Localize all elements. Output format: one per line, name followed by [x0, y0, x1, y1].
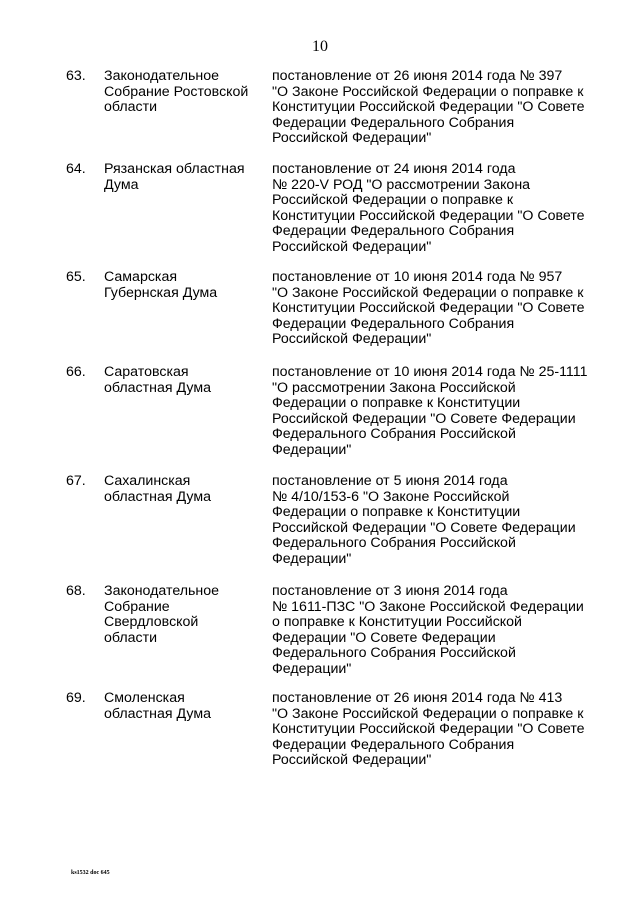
- entry-document: [272, 365, 617, 459]
- document-line: постановление от 3 июня 2014 года: [272, 583, 508, 599]
- entry-document: [272, 584, 617, 678]
- document-line: Федерального Собрания Российской: [272, 535, 516, 552]
- entry-document: [272, 69, 617, 147]
- organization-line: Собрание Ростовской: [104, 83, 249, 100]
- organization-line: области: [104, 629, 158, 646]
- organization-line: Свердловской: [104, 614, 199, 631]
- document-line: Федерального Собрания Российской: [272, 426, 516, 443]
- organization-line: Сахалинская: [104, 473, 191, 489]
- entry-organization: [104, 474, 264, 505]
- document-line: Федерации Федерального Собрания: [272, 114, 515, 131]
- entry-document: [272, 691, 617, 769]
- organization-line: Саратовская: [104, 364, 189, 380]
- list-item: [0, 270, 640, 365]
- document-line: Конституции Российской Федерации "О Совете: [272, 207, 585, 224]
- organization-line: области: [104, 99, 158, 116]
- list-item: [0, 584, 640, 691]
- entry-number: 63.: [66, 68, 86, 84]
- document-line: постановление от 10 июня 2014 года № 25-1111: [272, 364, 588, 380]
- document-line: Федерального Собрания Российской: [272, 645, 516, 662]
- entry-document: [272, 162, 617, 256]
- document-line: Федерации": [272, 660, 352, 677]
- document-line: Федерации о поправке к Конституции: [272, 395, 521, 412]
- entry-organization: [104, 691, 264, 722]
- document-line: Российской Федерации "О Совете Федерации: [272, 519, 576, 536]
- list-item: [0, 365, 640, 474]
- document-line: "О Законе Российской Федерации о поправке к: [272, 83, 584, 100]
- document-line: Российской Федерации "О Совете Федерации: [272, 410, 576, 427]
- entry-number: 66.: [66, 364, 86, 380]
- entry-number: 69.: [66, 690, 86, 706]
- document-line: Федерации о поправке к Конституции: [272, 504, 521, 521]
- list-item: [0, 691, 640, 771]
- organization-line: Дума: [104, 176, 139, 193]
- entry-organization: [104, 162, 264, 193]
- list-item: [0, 162, 640, 270]
- organization-line: областная Дума: [104, 379, 211, 396]
- document-line: Конституции Российской Федерации "О Совете: [272, 99, 585, 116]
- entry-document: [272, 474, 617, 568]
- page-number: 10: [312, 38, 328, 55]
- entry-organization: [104, 69, 264, 116]
- list-item: [0, 69, 640, 162]
- document-line: постановление от 26 июня 2014 года № 413: [272, 690, 563, 706]
- entry-number: 67.: [66, 473, 86, 489]
- document-line: Конституции Российской Федерации "О Совете: [272, 300, 585, 317]
- document-line: Российской Федерации": [272, 752, 432, 769]
- document-line: "О Законе Российской Федерации о поправке к: [272, 284, 584, 301]
- document-line: о поправке к Конституции Российской: [272, 614, 522, 631]
- entry-organization: [104, 584, 264, 646]
- organization-line: областная Дума: [104, 705, 211, 722]
- organization-line: Собрание: [104, 598, 170, 615]
- organization-line: Законодательное: [104, 583, 220, 599]
- document-line: Федерации": [272, 550, 352, 567]
- entries-list: [0, 69, 640, 771]
- document-line: постановление от 26 июня 2014 года № 397: [272, 68, 563, 84]
- organization-line: Самарская: [104, 269, 178, 285]
- document-line: Конституции Российской Федерации "О Совете: [272, 721, 585, 738]
- document-line: "О рассмотрении Закона Российской: [272, 379, 516, 396]
- document-line: постановление от 10 июня 2014 года № 957: [272, 269, 563, 285]
- document-line: Российской Федерации": [272, 238, 432, 255]
- organization-line: Смоленская: [104, 690, 185, 706]
- document-line: постановление от 5 июня 2014 года: [272, 473, 508, 489]
- organization-line: областная Дума: [104, 488, 211, 505]
- document-line: Федерации "О Совете Федерации: [272, 629, 496, 646]
- document-line: Российской Федерации": [272, 130, 432, 147]
- footer-document-code: ks1532 doc 645: [71, 870, 110, 876]
- entry-organization: [104, 365, 264, 396]
- document-line: № 220-V РОД "О рассмотрении Закона: [272, 176, 531, 193]
- document-line: постановление от 24 июня 2014 года: [272, 161, 516, 177]
- document-line: № 4/10/153-6 "О Законе Российской: [272, 488, 510, 505]
- document-line: Российской Федерации": [272, 331, 432, 348]
- document-line: Федерации Федерального Собрания: [272, 315, 515, 332]
- organization-line: Законодательное: [104, 68, 220, 84]
- organization-line: Губернская Дума: [104, 284, 218, 301]
- entry-number: 64.: [66, 161, 86, 177]
- document-line: Российской Федерации о поправке к: [272, 192, 514, 209]
- organization-line: Рязанская областная: [104, 161, 245, 177]
- document-line: Федерации": [272, 441, 352, 458]
- document-line: № 1611-ПЗС "О Законе Российской Федерации: [272, 598, 584, 615]
- entry-organization: [104, 270, 264, 301]
- document-line: Федерации Федерального Собрания: [272, 736, 515, 753]
- entry-number: 65.: [66, 269, 86, 285]
- document-line: "О Законе Российской Федерации о поправке к: [272, 705, 584, 722]
- entry-number: 68.: [66, 583, 86, 599]
- list-item: [0, 474, 640, 584]
- document-line: Федерации Федерального Собрания: [272, 223, 515, 240]
- entry-document: [272, 270, 617, 348]
